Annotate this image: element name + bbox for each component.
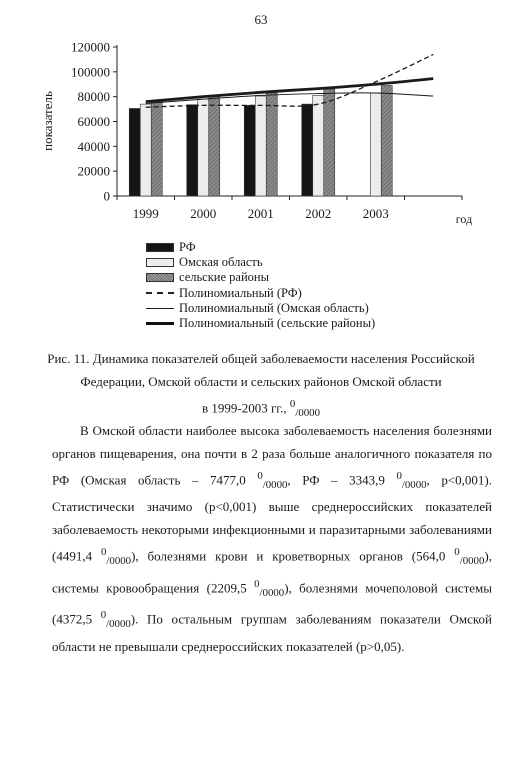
bar-rf — [244, 105, 255, 196]
bar-rural — [381, 85, 392, 196]
paragraph — [52, 420, 492, 658]
text-run: , p<0,001). Статистически значимо (p<0,001) выше среднероссийских показателей заболеваемость некоторыми инфекционными и паразитарными заболеваниями (4491,4 — [52, 472, 492, 564]
legend-item-rf — [146, 240, 375, 255]
unit-sup: 0 — [454, 546, 460, 559]
unit-sub: /0000 — [106, 618, 131, 631]
page-number: 63 — [254, 12, 268, 27]
unit-sub: /0000 — [401, 478, 427, 491]
text-run: ). По остальным группам заболеваниям показатели Омской области не превышали среднероссийских показателей (p>0,05). — [52, 611, 492, 654]
legend-item-omsk — [146, 255, 375, 270]
bar-rural — [151, 102, 162, 196]
legend-item-trend-rural — [146, 316, 375, 331]
y-tick-label: 40000 — [77, 138, 110, 154]
y-axis-label: показатель — [40, 91, 55, 151]
unit-sup: 0 — [396, 470, 402, 482]
category-label: 1999 — [132, 206, 159, 221]
bar-rf — [302, 104, 313, 196]
legend-label: Полиномиальный (РФ) — [179, 285, 302, 300]
legend-swatch-omsk — [146, 258, 174, 267]
legend-label: Полиномиальный (Омская область) — [179, 300, 369, 315]
legend-line-thin — [146, 308, 174, 309]
text-run: В Омской области наиболее высока заболеваемость населения болезнями органов пищеварения, она почти в 2 раза больше аналогичного показателя по РФ (Омская область – 7477,0 — [52, 423, 492, 488]
unit-sup: 0 — [257, 470, 263, 482]
legend-item-trend-omsk — [146, 301, 375, 316]
bar-rural — [266, 93, 277, 196]
text-run: ), болезнями мочеполовой системы (4372,5 — [52, 580, 492, 627]
bar-omsk — [198, 99, 209, 196]
morbidity-chart — [0, 0, 522, 240]
legend-item-trend-rf — [146, 286, 375, 301]
unit-sup: 0 — [254, 577, 260, 590]
unit-sub: /0000 — [262, 478, 288, 491]
figure-caption — [20, 347, 502, 425]
bar-omsk — [140, 104, 151, 196]
bar-omsk — [255, 96, 266, 196]
y-tick-label: 120000 — [71, 39, 110, 55]
bar-rf — [187, 105, 198, 196]
text-run: ), болезнями крови и кроветворных органов (564,0 — [131, 548, 455, 564]
y-tick-label: 100000 — [71, 64, 110, 80]
legend-swatch-rf — [146, 243, 174, 252]
body-paragraph — [52, 420, 492, 658]
bar-omsk — [370, 93, 381, 196]
text-run: ), системы кровообращения (2209,5 — [52, 548, 492, 596]
y-tick-label: 60000 — [77, 114, 110, 129]
bar-rf — [129, 108, 140, 196]
category-label: 2000 — [190, 206, 217, 221]
category-label: 2003 — [362, 206, 389, 221]
unit-sub: /0000 — [295, 406, 320, 419]
caption-period: в 1999-2003 гг., — [201, 400, 290, 416]
unit-sup: 0 — [289, 398, 296, 410]
legend-swatch-rural — [146, 273, 174, 282]
legend-item-rural — [146, 270, 375, 285]
bar-rural — [324, 89, 335, 196]
legend-label: Омская область — [179, 255, 263, 270]
legend-label: Полиномиальный (сельские районы) — [179, 315, 376, 330]
unit-sup: 0 — [100, 546, 107, 559]
text-run: , РФ – 3343,9 — [287, 472, 397, 488]
y-tick-label: 20000 — [77, 163, 110, 179]
caption-line-2: Федерации, Омской области и сельских районов Омской области — [80, 374, 442, 389]
unit-sub: /0000 — [106, 555, 132, 568]
x-axis-label: год — [455, 212, 473, 226]
y-tick-label: 0 — [103, 188, 110, 204]
legend-label: сельские районы — [179, 270, 269, 285]
y-tick-label: 80000 — [77, 89, 110, 105]
unit-sub: /0000 — [459, 555, 485, 568]
unit-sup: 0 — [100, 609, 107, 622]
bar-rural — [209, 97, 220, 196]
category-label: 2002 — [305, 206, 332, 221]
legend-line-thick — [146, 322, 174, 325]
category-label: 2001 — [247, 206, 274, 221]
legend-line-dashed — [146, 292, 174, 294]
unit-sub: /0000 — [259, 586, 285, 599]
chart-legend — [146, 240, 375, 331]
caption-line-1: Рис. 11. Динамика показателей общей заболеваемости населения Российской — [47, 351, 475, 366]
bar-omsk — [313, 95, 324, 196]
legend-label: РФ — [179, 240, 196, 254]
